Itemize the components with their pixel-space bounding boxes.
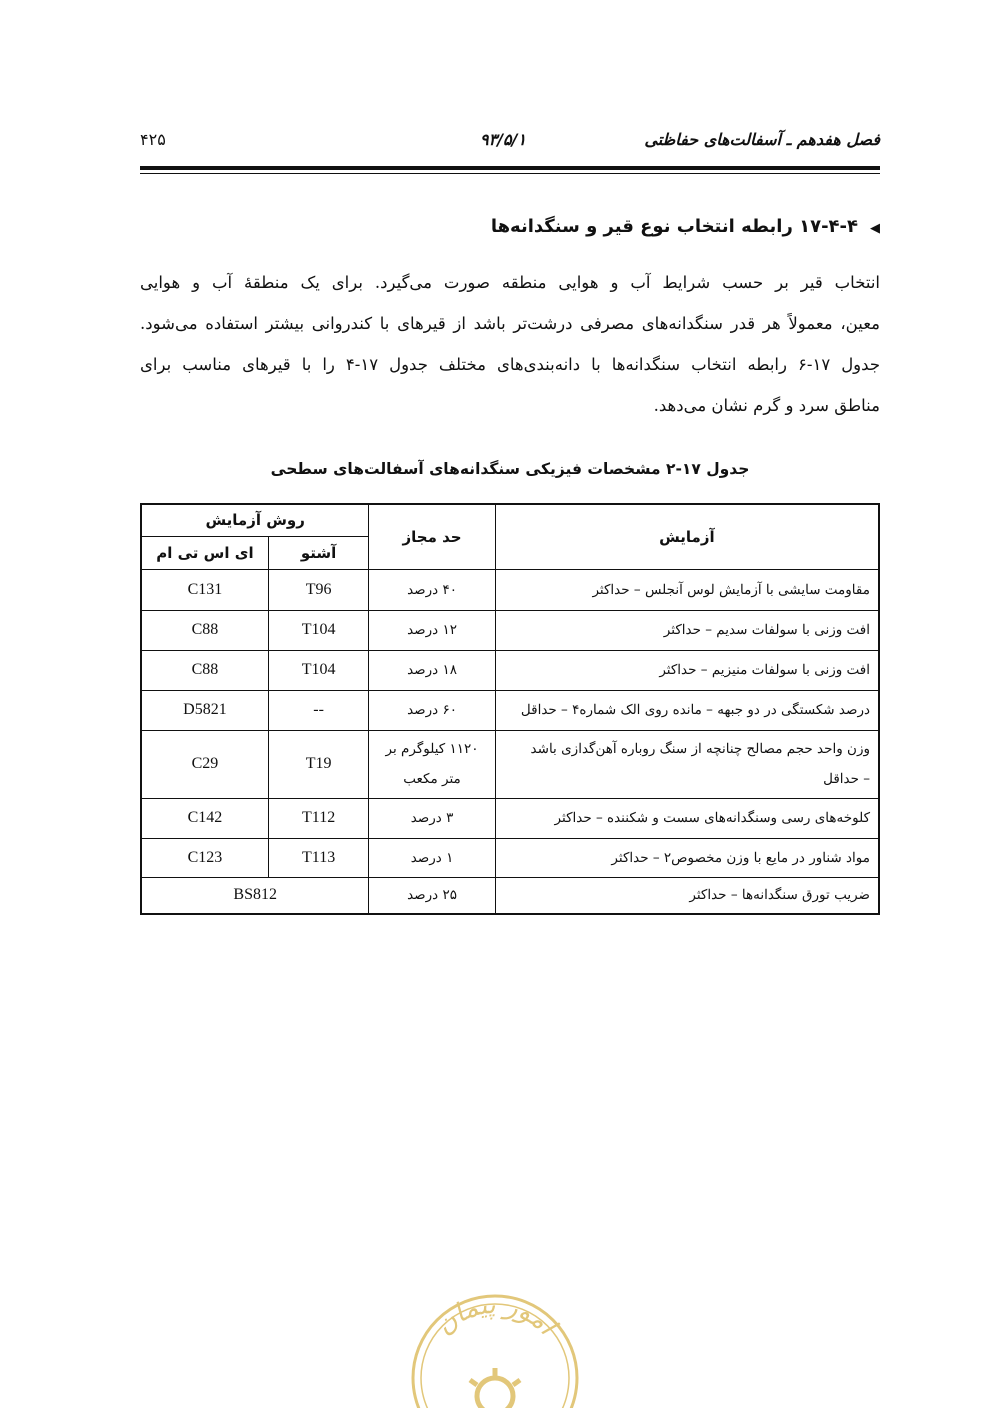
triangle-bullet-icon: ◀ — [870, 221, 880, 236]
cell-limit: ۱۸ درصد — [369, 650, 495, 690]
cell-test: ضریب تورق سنگدانه‌ها – حداکثر — [495, 877, 879, 914]
cell-astm: C123 — [141, 838, 268, 877]
cell-combined-method: BS812 — [141, 877, 369, 914]
cell-astm: C88 — [141, 610, 268, 650]
aggregate-properties-table — [140, 503, 880, 915]
table-header-row — [141, 504, 879, 536]
body-paragraph — [140, 262, 880, 426]
cell-limit-line: متر مکعب — [403, 771, 461, 787]
header-method: روش آزمایش — [141, 504, 369, 536]
paragraph-line: معین، معمولاً هر قدر سنگدانه‌های مصرفی درشت‌تر باشد از قیرهای با کندروانی بیشتر استفاده می‌شود. — [140, 314, 880, 333]
cell-limit: ۶۰ درصد — [369, 690, 495, 730]
cell-astm: D5821 — [141, 690, 268, 730]
gear-seal-icon — [390, 1268, 600, 1408]
cell-test: مواد شناور در مایع با وزن مخصوص۲ – حداکثر — [495, 838, 879, 877]
cell-astm: C131 — [141, 569, 268, 610]
cell-limit: ۱۲ درصد — [369, 610, 495, 650]
page-number: ۴۲۵ — [140, 130, 166, 149]
paragraph-line: انتخاب قیر بر حسب شرایط آب و هوایی منطقه صورت می‌گیرد. برای یک منطقهٔ آب و هوایی — [140, 273, 880, 292]
cell-limit: ۳ درصد — [369, 798, 495, 838]
header-aashto: آشتو — [268, 536, 369, 569]
cell-test: افت وزنی با سولفات سدیم – حداکثر — [495, 610, 879, 650]
cell-test: درصد شکستگی در دو جبهه – مانده روی الک شماره۴ – حداقل — [495, 690, 879, 730]
cell-aashto: -- — [268, 690, 369, 730]
cell-limit: ۱ درصد — [369, 838, 495, 877]
cell-aashto: T104 — [268, 610, 369, 650]
running-header — [140, 130, 880, 158]
cell-test: کلوخه‌های رسی وسنگدانه‌های سست و شکننده – حداکثر — [495, 798, 879, 838]
cell-aashto: T104 — [268, 650, 369, 690]
table-row — [141, 798, 879, 838]
section-heading-text: ۱۷-۴-۴ رابطه انتخاب نوع قیر و سنگدانه‌ها — [490, 216, 858, 237]
cell-astm: C88 — [141, 650, 268, 690]
header-rule-thin — [140, 173, 880, 174]
chapter-title: فصل هفدهم ـ آسفالت‌های حفاظتی — [644, 130, 880, 149]
cell-aashto: T112 — [268, 798, 369, 838]
cell-aashto: T96 — [268, 569, 369, 610]
header-astm: ای اس تی ام — [141, 536, 268, 569]
svg-text:امور پیمان: امور پیمان — [429, 1289, 562, 1341]
table-row — [141, 690, 879, 730]
cell-limit: ۲۵ درصد — [369, 877, 495, 914]
header-test: آزمایش — [495, 504, 879, 569]
cell-test: مقاومت سایشی با آزمایش لوس آنجلس – حداکثر — [495, 569, 879, 610]
cell-aashto: T113 — [268, 838, 369, 877]
table-row — [141, 838, 879, 877]
table-row — [141, 610, 879, 650]
cell-limit — [369, 730, 495, 798]
cell-limit: ۴۰ درصد — [369, 569, 495, 610]
section-heading — [491, 216, 880, 237]
paragraph-line: مناطق سرد و گرم نشان می‌دهد. — [653, 396, 880, 415]
cell-test-line: – حداقل — [823, 771, 870, 787]
cell-aashto: T19 — [268, 730, 369, 798]
cell-test: افت وزنی با سولفات منیزیم – حداکثر — [495, 650, 879, 690]
cell-test — [495, 730, 879, 798]
header-rule-thick — [140, 166, 880, 170]
header-date: ۹۳/۵/۱ — [480, 130, 527, 149]
cell-limit-line: ۱۱۲۰ کیلوگرم بر — [385, 741, 479, 757]
cell-astm: C142 — [141, 798, 268, 838]
table-row — [141, 650, 879, 690]
header-limit: حد مجاز — [369, 504, 495, 569]
table-row — [141, 877, 879, 914]
table-row — [141, 569, 879, 610]
cell-astm: C29 — [141, 730, 268, 798]
table-caption: جدول ۱۷-۲ مشخصات فیزیکی سنگدانه‌های آسفالت‌های سطحی — [270, 460, 750, 478]
cell-test-line: وزن واحد حجم مصالح چنانچه از سنگ روباره آهن‌گدازی باشد — [530, 741, 870, 757]
table-row — [141, 730, 879, 798]
paragraph-line: جدول ۱۷-۶ رابطه انتخاب سنگدانه‌ها با دانه‌بندی‌های مختلف جدول ۱۷-۴ را با قیرهای مناسب برای — [140, 355, 881, 374]
